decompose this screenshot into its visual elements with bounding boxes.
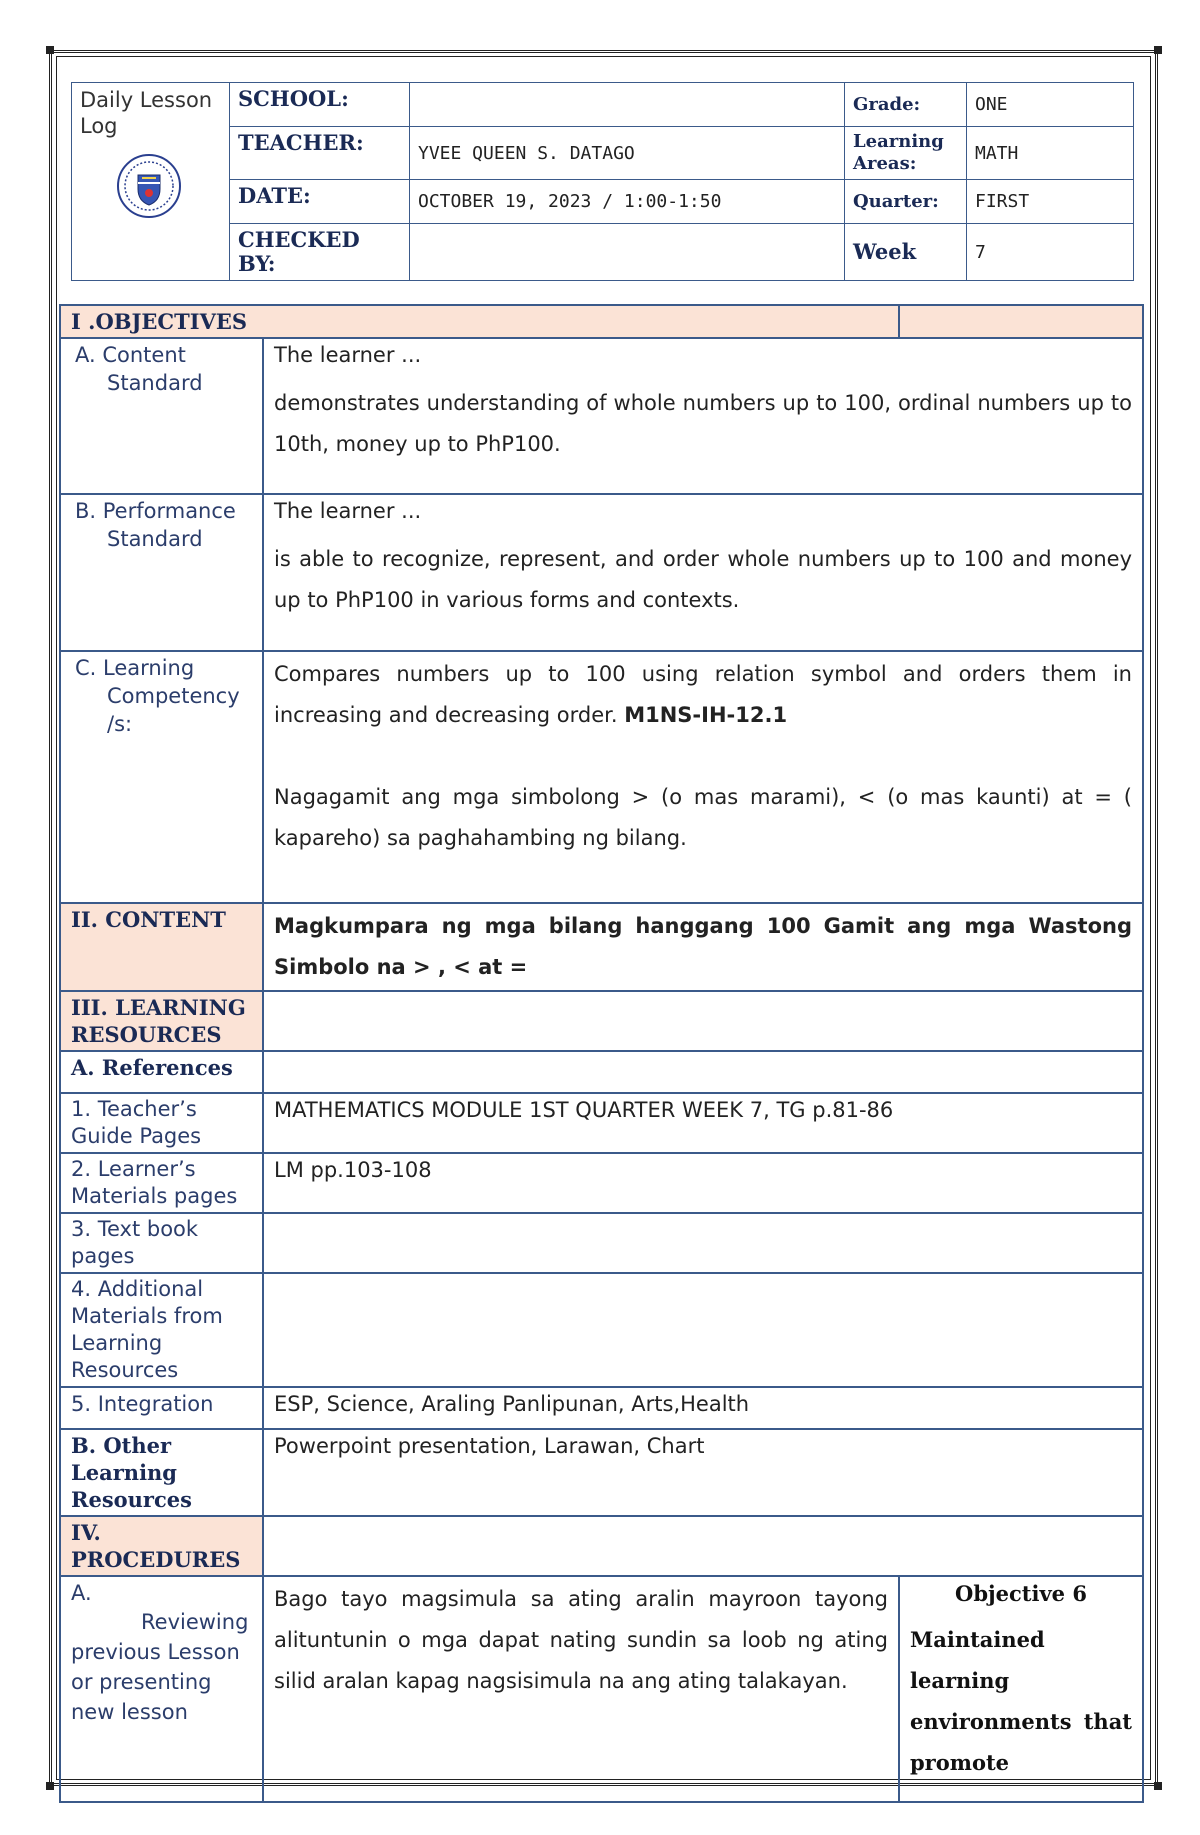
- daily-lesson-log-cell: [72, 83, 230, 281]
- competency-code: M1NS-IH-12.1: [624, 703, 788, 727]
- learning-competency-label-cell: [60, 651, 263, 903]
- learning-competency-label: C. Learning Competency /s:: [75, 656, 240, 736]
- learning-areas-label: Learning Areas:: [845, 127, 967, 180]
- integration-value: ESP, Science, Araling Panlipunan, Arts,Health: [263, 1387, 1143, 1429]
- teacher-value: YVEE QUEEN S. DATAGO: [410, 127, 845, 180]
- learning-areas-value: MATH: [967, 127, 1134, 180]
- objective-cell: [899, 1576, 1143, 1802]
- quarter-label: Quarter:: [845, 180, 967, 224]
- corner-ornament: [46, 46, 54, 54]
- integration-label: 5. Integration: [60, 1387, 263, 1429]
- references-cell: [263, 1051, 1143, 1093]
- performance-standard-cell: [263, 494, 1143, 651]
- school-value: [410, 83, 845, 127]
- corner-ornament: [1154, 46, 1162, 54]
- performance-standard-intro: The learner ...: [274, 499, 422, 523]
- procedure-a-label-cell: [60, 1576, 263, 1802]
- objective-heading: Objective 6: [955, 1581, 1087, 1606]
- procedure-a-label: Reviewing previous Lesson or presenting new lesson: [71, 1610, 249, 1724]
- header-table: [71, 82, 1134, 281]
- content-topic: Magkumpara ng mga bilang hanggang 100 Gamit ang mga Wastong Simbolo na > , < at =: [274, 914, 1132, 979]
- learners-materials-value: LM pp.103-108: [263, 1153, 1143, 1213]
- performance-standard-text: is able to recognize, represent, and order whole numbers up to 100 and money up to PhP100 in various forms and contexts.: [274, 547, 1132, 612]
- learning-competency-cell: [263, 651, 1143, 903]
- date-label: DATE:: [230, 180, 410, 224]
- content-cell: [263, 903, 1143, 991]
- textbook-pages-label: 3. Text book pages: [60, 1213, 263, 1273]
- references-label: A. References: [60, 1051, 263, 1093]
- content-heading: II. CONTENT: [60, 903, 263, 991]
- learners-materials-label: 2. Learner’s Materials pages: [60, 1153, 263, 1213]
- learning-resources-heading: III. LEARNING RESOURCES: [60, 991, 263, 1051]
- performance-standard-label-cell: [60, 494, 263, 651]
- competency-description: Compares numbers up to 100 using relation symbol and orders them in increasing and decreasing order.: [274, 662, 1132, 727]
- procedure-a-cell: [263, 1576, 899, 1802]
- content-standard-intro: The learner ...: [274, 343, 422, 367]
- other-resources-label: B. Other Learning Resources: [60, 1429, 263, 1516]
- week-value: 7: [967, 224, 1134, 281]
- content-standard-cell: [263, 338, 1143, 494]
- content-standard-label: A. Content Standard: [75, 343, 203, 395]
- checked-by-value: [410, 224, 845, 281]
- learning-resources-cell: [263, 991, 1143, 1051]
- grade-label: Grade:: [845, 83, 967, 127]
- procedure-a-text: Bago tayo magsimula sa ating aralin mayroon tayong alituntunin o mga dapat nating sundin sa loob ng ating silid aralan kapag nagsisimula na ang ating talakayan.: [274, 1587, 888, 1693]
- corner-ornament: [1154, 1782, 1162, 1790]
- procedures-heading: IV. PROCEDURES: [60, 1516, 263, 1576]
- deped-seal-icon: [116, 153, 182, 219]
- grade-value: ONE: [967, 83, 1134, 127]
- additional-materials-label: 4. Additional Materials from Learning Resources: [60, 1273, 263, 1387]
- teacher-label: TEACHER:: [230, 127, 410, 180]
- content-standard-label-cell: [60, 338, 263, 494]
- content-standard-text: demonstrates understanding of whole numbers up to 100, ordinal numbers up to 10th, money up to PhP100.: [274, 391, 1132, 456]
- performance-standard-label: B. Performance Standard: [75, 499, 236, 551]
- document-title: Daily Lesson Log: [80, 88, 213, 138]
- other-resources-value: Powerpoint presentation, Larawan, Chart: [263, 1429, 1143, 1516]
- objective-text: Maintained learning environments that promote: [910, 1627, 1132, 1775]
- school-label: SCHOOL:: [230, 83, 410, 127]
- quarter-value: FIRST: [967, 180, 1134, 224]
- checked-by-label: CHECKED BY:: [230, 224, 410, 281]
- textbook-pages-value: [263, 1213, 1143, 1273]
- procedure-a-prefix: A.: [71, 1581, 92, 1605]
- teachers-guide-label: 1. Teacher’s Guide Pages: [60, 1093, 263, 1153]
- learning-competency-text: [274, 654, 1132, 736]
- objectives-heading: I .OBJECTIVES: [60, 305, 899, 338]
- date-value: OCTOBER 19, 2023 / 1:00-1:50: [410, 180, 845, 224]
- teachers-guide-value: MATHEMATICS MODULE 1ST QUARTER WEEK 7, TG p.81-86: [263, 1093, 1143, 1153]
- objectives-heading-side: [899, 305, 1143, 338]
- procedures-cell: [263, 1516, 1143, 1576]
- additional-materials-value: [263, 1273, 1143, 1387]
- corner-ornament: [46, 1782, 54, 1790]
- competency-filipino-text: Nagagamit ang mga simbolong > (o mas marami), < (o mas kaunti) at = ( kapareho) sa paghahambing ng bilang.: [274, 785, 1132, 850]
- lesson-table: [59, 304, 1144, 1803]
- week-label: Week: [845, 224, 967, 281]
